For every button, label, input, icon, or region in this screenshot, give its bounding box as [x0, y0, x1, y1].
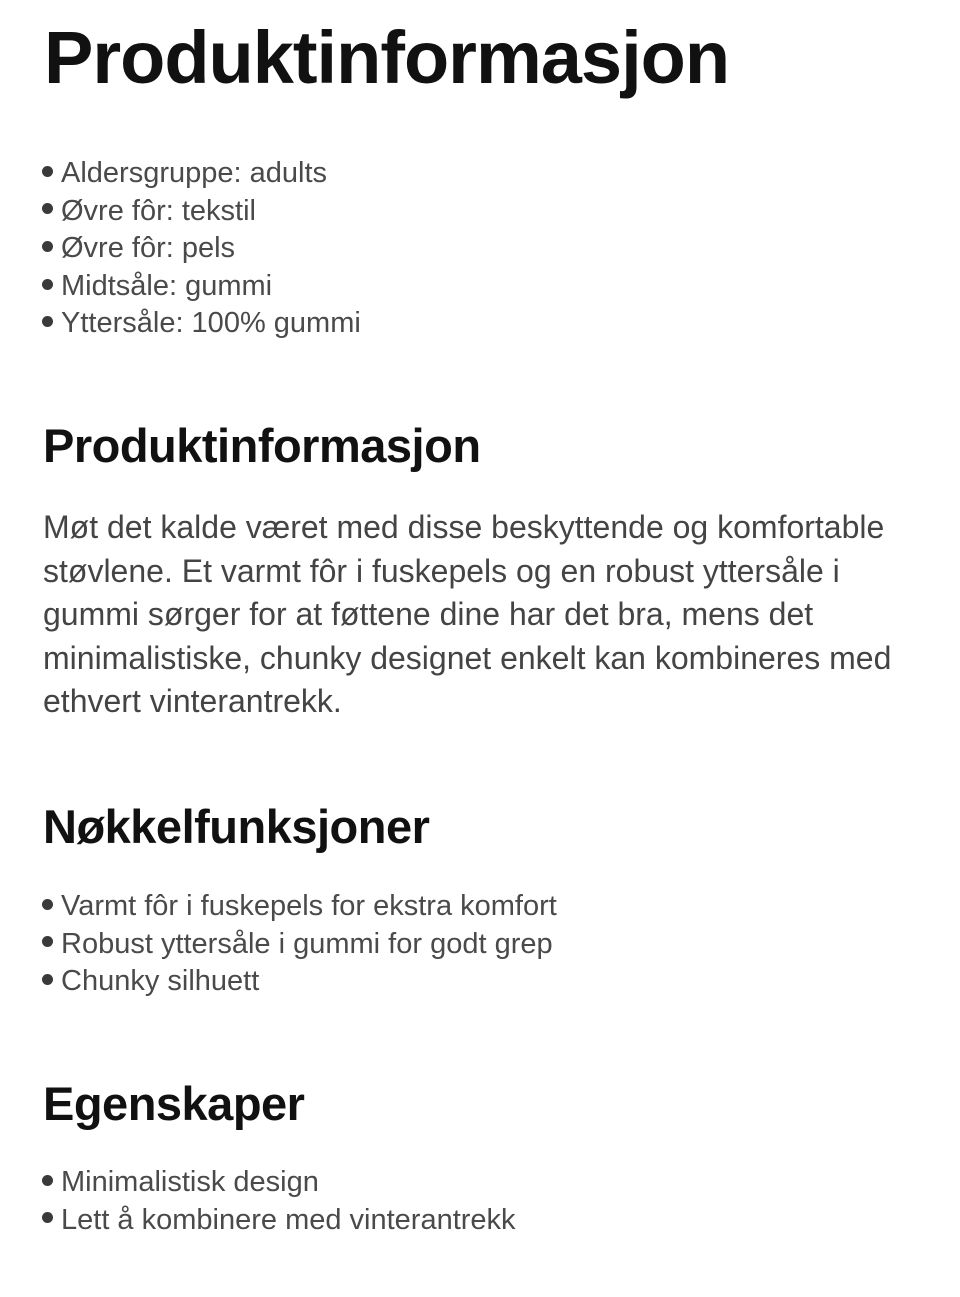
property-item: Minimalistisk design — [42, 1164, 516, 1202]
bullet-icon — [42, 1175, 53, 1186]
properties-list — [42, 1164, 516, 1239]
spec-item: Aldersgruppe: adults — [42, 155, 361, 193]
feature-item: Robust yttersåle i gummi for godt grep — [42, 926, 557, 964]
key-features-list — [42, 888, 557, 1001]
bullet-icon — [42, 936, 53, 947]
bullet-icon — [42, 279, 53, 290]
properties-heading: Egenskaper — [43, 1077, 305, 1130]
page-title: Produktinformasjon — [44, 16, 730, 99]
property-item: Lett å kombinere med vinterantrekk — [42, 1202, 516, 1240]
bullet-icon — [42, 241, 53, 252]
bullet-icon — [42, 1212, 53, 1223]
spec-item: Øvre fôr: tekstil — [42, 193, 361, 231]
spec-item: Øvre fôr: pels — [42, 230, 361, 268]
spec-list — [42, 155, 361, 343]
bullet-icon — [42, 166, 53, 177]
spec-item: Midtsåle: gummi — [42, 268, 361, 306]
spec-item: Yttersåle: 100% gummi — [42, 305, 361, 343]
bullet-icon — [42, 203, 53, 214]
bullet-icon — [42, 316, 53, 327]
feature-item: Varmt fôr i fuskepels for ekstra komfort — [42, 888, 557, 926]
description-heading: Produktinformasjon — [43, 419, 481, 472]
bullet-icon — [42, 974, 53, 985]
feature-item: Chunky silhuett — [42, 963, 557, 1001]
description-text: Møt det kalde været med disse beskyttende og komfortable støvlene. Et varmt fôr i fuskepels og en robust yttersåle i gummi sørger for at føttene dine har det bra, mens det minimalistiske, chunky designet enkelt kan kombineres med ethvert vinterantrekk. — [43, 509, 892, 720]
key-features-heading: Nøkkelfunksjoner — [43, 800, 430, 853]
bullet-icon — [42, 899, 53, 910]
